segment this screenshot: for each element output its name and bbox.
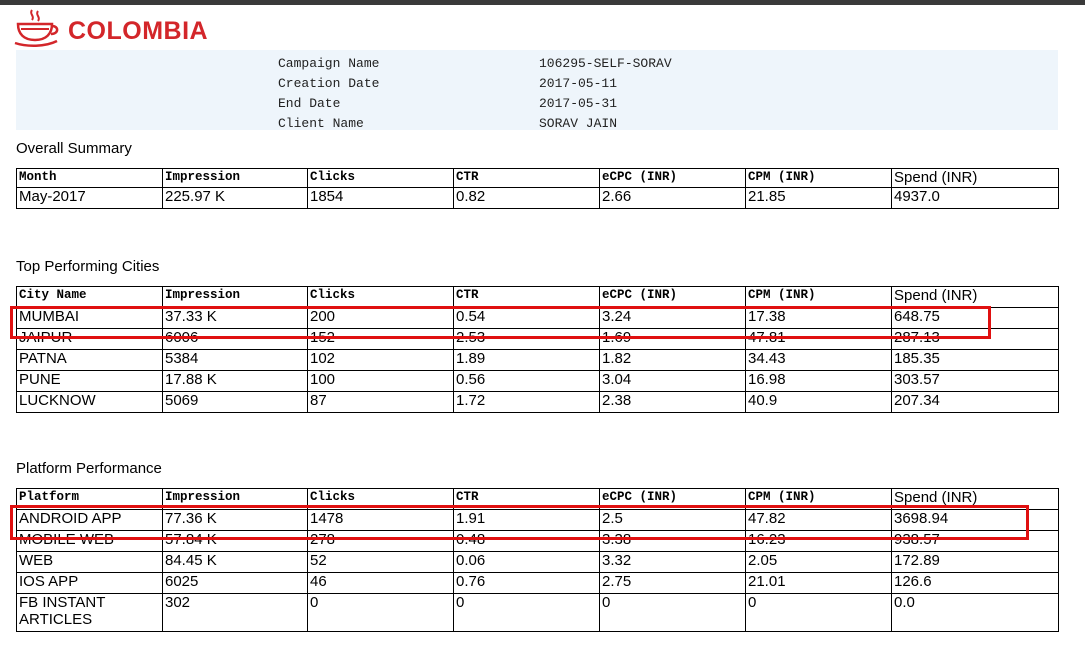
table-cell: 303.57	[892, 371, 1059, 392]
top-cities-title: Top Performing Cities	[16, 258, 160, 275]
table-cell: 6025	[163, 573, 308, 594]
table-cell: 1854	[308, 188, 454, 209]
table-cell: 100	[308, 371, 454, 392]
table-cell: May-2017	[17, 188, 163, 209]
header-cell: CPM (INR)	[746, 169, 892, 188]
header-cell: Clicks	[308, 287, 454, 308]
table-row	[17, 531, 1059, 552]
meta-label: Campaign Name	[278, 56, 380, 71]
table-cell: 37.33 K	[163, 308, 308, 329]
table-cell: 1.89	[454, 350, 600, 371]
table-cell: 1.91	[454, 510, 600, 531]
table-cell: 278	[308, 531, 454, 552]
table-cell: 3.38	[600, 531, 746, 552]
table-cell: 47.81	[746, 329, 892, 350]
table-cell: LUCKNOW	[17, 392, 163, 413]
table-cell: 84.45 K	[163, 552, 308, 573]
table-cell: 17.38	[746, 308, 892, 329]
table-cell: MOBILE WEB	[17, 531, 163, 552]
table-cell: 225.97 K	[163, 188, 308, 209]
campaign-info-box	[16, 50, 1058, 130]
table-cell: 0	[454, 594, 600, 632]
table-cell: 16.23	[746, 531, 892, 552]
header-cell: eCPC (INR)	[600, 169, 746, 188]
table-cell: 0	[308, 594, 454, 632]
table-cell: 2.5	[600, 510, 746, 531]
table-row	[17, 350, 1059, 371]
header-cell: CTR	[454, 489, 600, 510]
table-cell: 87	[308, 392, 454, 413]
table-cell: 6006	[163, 329, 308, 350]
header-cell: Clicks	[308, 169, 454, 188]
table-cell: 152	[308, 329, 454, 350]
header-cell: Clicks	[308, 489, 454, 510]
table-cell: 0.76	[454, 573, 600, 594]
table-cell: 34.43	[746, 350, 892, 371]
table-cell: 207.34	[892, 392, 1059, 413]
header-cell: eCPC (INR)	[600, 489, 746, 510]
brand-name: COLOMBIA	[68, 16, 209, 45]
table-cell: 2.75	[600, 573, 746, 594]
header-cell: CTR	[454, 287, 600, 308]
header-cell: Spend (INR)	[892, 169, 1059, 188]
table-cell: 52	[308, 552, 454, 573]
table-row	[17, 188, 1059, 209]
table-cell: 5384	[163, 350, 308, 371]
table-row	[17, 371, 1059, 392]
table-cell: 0	[600, 594, 746, 632]
table-row	[17, 594, 1059, 632]
coffee-cup-icon	[12, 8, 62, 48]
table-cell: 3.04	[600, 371, 746, 392]
table-cell: 102	[308, 350, 454, 371]
table-cell: 0.06	[454, 552, 600, 573]
table-cell: 0.82	[454, 188, 600, 209]
brand-logo	[12, 8, 208, 48]
table-cell: 21.01	[746, 573, 892, 594]
table-cell: 126.6	[892, 573, 1059, 594]
table-cell: 40.9	[746, 392, 892, 413]
meta-value: 2017-05-31	[539, 96, 618, 111]
table-cell: 57.84 K	[163, 531, 308, 552]
platform-performance-title: Platform Performance	[16, 460, 162, 477]
meta-label: Client Name	[278, 116, 364, 131]
table-cell: WEB	[17, 552, 163, 573]
meta-label: Creation Date	[278, 76, 380, 91]
header-cell: CPM (INR)	[746, 287, 892, 308]
table-header-row	[17, 287, 1059, 308]
table-cell: 0.54	[454, 308, 600, 329]
table-cell: 200	[308, 308, 454, 329]
table-cell: 1.82	[600, 350, 746, 371]
header-cell: Impression	[163, 287, 308, 308]
table-cell: 1478	[308, 510, 454, 531]
table-cell: 2.05	[746, 552, 892, 573]
overall-summary-table	[16, 168, 1059, 209]
header-cell: Spend (INR)	[892, 287, 1059, 308]
table-cell: FB INSTANT ARTICLES	[17, 594, 163, 632]
header-cell: Impression	[163, 169, 308, 188]
table-cell: 3698.94	[892, 510, 1059, 531]
platform-performance-table	[16, 488, 1059, 632]
table-cell: 3.32	[600, 552, 746, 573]
table-row	[17, 308, 1059, 329]
table-row	[17, 552, 1059, 573]
table-cell: PUNE	[17, 371, 163, 392]
table-cell: PATNA	[17, 350, 163, 371]
header-cell: eCPC (INR)	[600, 287, 746, 308]
table-cell: 287.13	[892, 329, 1059, 350]
table-row	[17, 329, 1059, 350]
table-cell: 1.72	[454, 392, 600, 413]
table-row	[17, 573, 1059, 594]
table-row	[17, 510, 1059, 531]
meta-value: SORAV JAIN	[539, 116, 618, 131]
table-cell: 172.89	[892, 552, 1059, 573]
table-cell: 2.53	[454, 329, 600, 350]
top-cities-table	[16, 286, 1059, 413]
table-cell: 0.48	[454, 531, 600, 552]
table-header-row	[17, 489, 1059, 510]
table-cell: MUMBAI	[17, 308, 163, 329]
table-row	[17, 392, 1059, 413]
meta-value: 106295-SELF-SORAV	[539, 56, 672, 71]
meta-value: 2017-05-11	[539, 76, 618, 91]
table-cell: 4937.0	[892, 188, 1059, 209]
table-cell: 0	[746, 594, 892, 632]
header-cell: Impression	[163, 489, 308, 510]
header-cell: City Name	[17, 287, 163, 308]
header-cell: CTR	[454, 169, 600, 188]
table-cell: 2.66	[600, 188, 746, 209]
table-cell: 47.82	[746, 510, 892, 531]
table-cell: 648.75	[892, 308, 1059, 329]
table-cell: 302	[163, 594, 308, 632]
table-header-row	[17, 169, 1059, 188]
header-cell: CPM (INR)	[746, 489, 892, 510]
header-cell: Platform	[17, 489, 163, 510]
header-cell: Spend (INR)	[892, 489, 1059, 510]
table-cell: 21.85	[746, 188, 892, 209]
table-cell: 938.57	[892, 531, 1059, 552]
table-cell: JAIPUR	[17, 329, 163, 350]
table-cell: 2.38	[600, 392, 746, 413]
table-cell: 3.24	[600, 308, 746, 329]
table-cell: 16.98	[746, 371, 892, 392]
table-cell: 185.35	[892, 350, 1059, 371]
table-cell: 77.36 K	[163, 510, 308, 531]
overall-summary-title: Overall Summary	[16, 140, 132, 157]
top-bar	[0, 0, 1085, 5]
table-cell: 0.56	[454, 371, 600, 392]
table-cell: 0.0	[892, 594, 1059, 632]
table-cell: 1.69	[600, 329, 746, 350]
table-cell: 5069	[163, 392, 308, 413]
table-cell: 46	[308, 573, 454, 594]
header-cell: Month	[17, 169, 163, 188]
table-cell: IOS APP	[17, 573, 163, 594]
table-cell: ANDROID APP	[17, 510, 163, 531]
table-cell: 17.88 K	[163, 371, 308, 392]
meta-label: End Date	[278, 96, 341, 111]
